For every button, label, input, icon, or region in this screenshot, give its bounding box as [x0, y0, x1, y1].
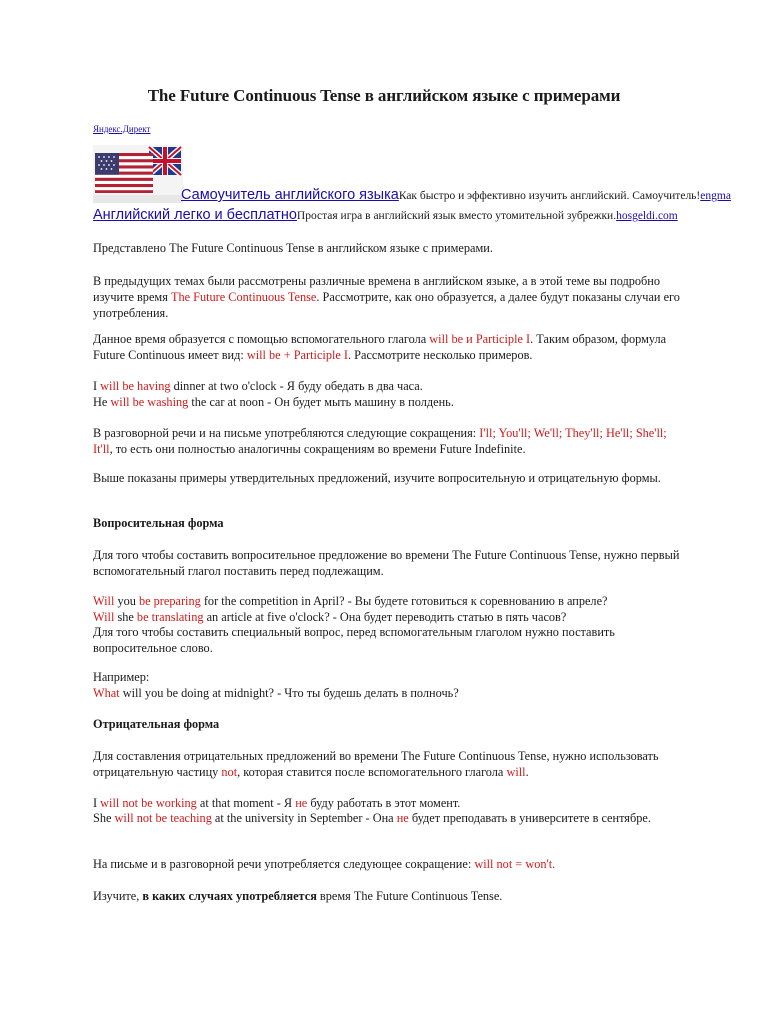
us-uk-flags-image[interactable] [93, 145, 183, 203]
heading-question-form: Вопросительная форма [93, 516, 224, 530]
paragraph-8: На письме и в разговорной речи употребляется следующее сокращение: will not = won't. [93, 857, 556, 871]
paragraph-7: Для составления отрицательных предложений во времени The Future Continuous Tense, нужно использовать отрицательную частицу not, которая ставится после вспомогательного глагола will. [93, 749, 659, 779]
paragraph-9: Изучите, в каких случаях употребляется время The Future Continuous Tense. [93, 889, 503, 903]
paragraph-5: Для того чтобы составить вопросительное предложение во времени The Future Continuous Tense, нужно первый вспомогательный глагол поставить перед подлежащим. [93, 548, 680, 578]
example-6: I will not be working at that moment - Я не буду работать в этот момент. [93, 796, 461, 810]
example-7: She will not be teaching at the university in September - Она не будет преподавать в университете в сентябре. [93, 811, 651, 825]
intro-paragraph: Представлено The Future Continuous Tense в английском языке с примерами. [93, 241, 493, 255]
for-example-label: Например: [93, 670, 150, 684]
ad-line-2 [93, 207, 678, 223]
paragraph-2: Данное время образуется с помощью вспомогательного глагола will be и Participle I. Таким образом, формула Future Continuous имеет вид: will be + Participle I. Рассмотрите несколько примеров. [93, 332, 667, 362]
ad1-title-link[interactable]: Самоучитель английского языка [181, 187, 399, 203]
paragraph-3: В разговорной речи и на письме употребляются следующие сокращения: I'll; You'll; We'll; They'll; He'll; She'll; It'll, то есть они полностью аналогичны сокращениям во времени Future Indefinite. [93, 426, 667, 456]
paragraph-1: В предыдущих темах были рассмотрены различные времена в английском языке, а в этой теме вы подробно изучите время The Future Continuous Tense. Рассмотрите, как оно образуется, а далее будут показаны случаи его употребления. [93, 274, 680, 320]
ad2-title-link[interactable]: Английский легко и бесплатно [93, 207, 297, 223]
ad1-domain-link[interactable]: engma [700, 190, 731, 202]
page-title: The Future Continuous Tense в английском языке с примерами [147, 86, 621, 105]
example-5: What will you be doing at midnight? - Что ты будешь делать в полночь? [93, 686, 459, 700]
example-2: He will be washing the car at noon - Он будет мыть машину в полдень. [93, 395, 454, 409]
paragraph-6: Для того чтобы составить специальный вопрос, перед вспомогательным глаголом нужно поставить вопросительное слово. [93, 625, 615, 655]
paragraph-4: Выше показаны примеры утвердительных предложений, изучите вопросительную и отрицательную формы. [93, 471, 661, 485]
example-1: I will be having dinner at two o'clock - Я буду обедать в два часа. [93, 379, 423, 393]
yandex-direct-link[interactable]: Яндекс.Директ [93, 124, 151, 134]
ad2-domain-link[interactable]: hosgeldi.com [616, 210, 678, 222]
ad1-description: Как быстро и эффективно изучить английский. Самоучитель! [398, 190, 701, 202]
ad2-description: Простая игра в английский язык вместо утомительной зубрежки. [296, 210, 617, 222]
heading-negative-form: Отрицательная форма [93, 717, 220, 731]
example-3: Will you be preparing for the competition in April? - Вы будете готовиться к соревнованию в апреле? [93, 594, 608, 608]
example-4: Will she be translating an article at five o'clock? - Она будет переводить статью в пять часов? [93, 610, 567, 624]
ad-line-1 [181, 187, 731, 203]
